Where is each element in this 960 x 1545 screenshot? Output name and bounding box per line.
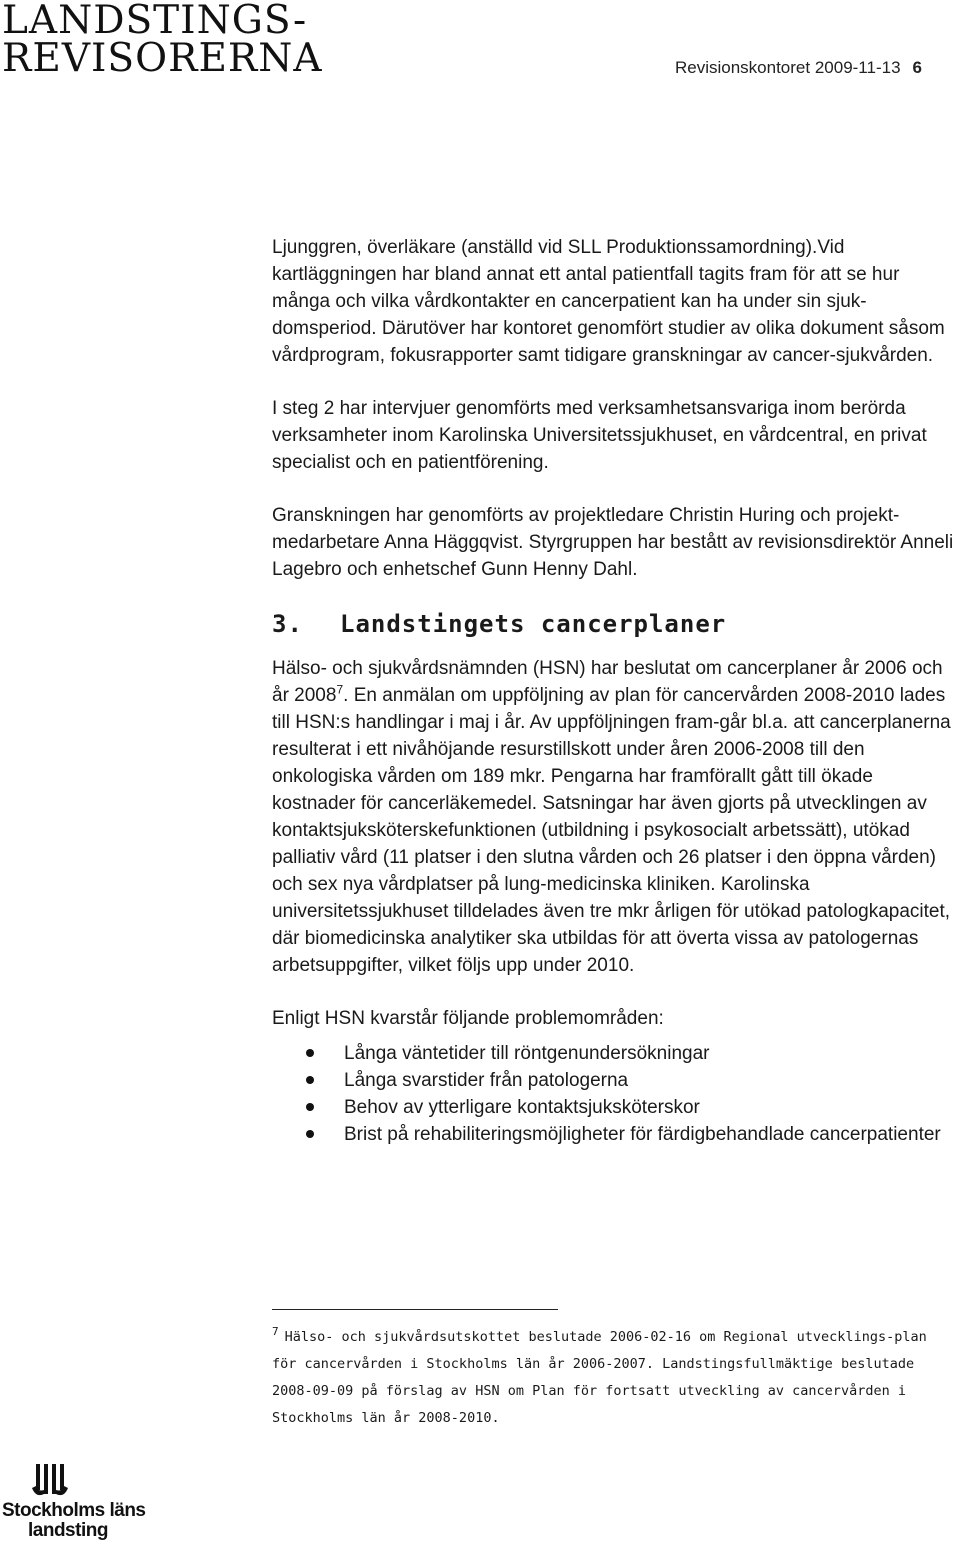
stockholms-lans-landsting-logo xyxy=(2,1464,152,1544)
list-item: Brist på rehabiliteringsmöjligheter för färdigbehandlade cancerpatienter xyxy=(272,1121,960,1148)
page-header-meta xyxy=(675,58,922,78)
list-item: Långa svarstider från patologerna xyxy=(272,1067,960,1094)
paragraph-5: Enligt HSN kvarstår följande problemområden: xyxy=(272,1008,664,1029)
footnote-number: 7 xyxy=(272,1325,279,1338)
section-number: 3. xyxy=(272,610,303,638)
footnote-divider xyxy=(272,1309,558,1310)
sll-logo-line-2: landsting xyxy=(28,1520,108,1541)
footnote-ref[interactable]: 7 xyxy=(336,682,344,697)
list-item: Långa väntetider till röntgenundersökningar xyxy=(272,1040,960,1067)
document-body xyxy=(272,234,960,1148)
footnote-text: Hälso- och sjukvårdsutskottet beslutade 2006-02-16 om Regional utvecklings-plan för cancervården i Stockholms län år 2006-2007. Landstingsfullmäktige beslutade 2008-09-09 på förslag av HSN om Plan för fortsatt utveckling av cancervården i Stockholms län år 2008-2010. xyxy=(272,1329,927,1426)
section-title: Landstingets cancerplaner xyxy=(340,610,727,638)
logo-line-2: REVISORERNA xyxy=(2,36,323,81)
paragraph-1 xyxy=(272,234,960,369)
landstingsrevisorerna-logo xyxy=(2,0,323,81)
sll-logo-line-1: Stockholms läns xyxy=(2,1500,146,1521)
paragraph-3: Granskningen har genomförts av projektledare Christin Huring och projekt-medarbetare Anna Häggqvist. Styrgruppen har bestått av revisionsdirektör Anneli Lagebro och enhetschef Gunn Henny Dahl. xyxy=(272,505,954,580)
paragraph-1b: Därutöver har kontoret genomfört studier av olika dokument såsom vårdprogram, fokusrapporter samt tidigare granskningar av cancer-sjukvården. xyxy=(272,318,945,366)
office-date: Revisionskontoret 2009-11-13 xyxy=(674,58,901,77)
logo-line-1: LANDSTINGS- xyxy=(2,0,308,43)
paragraph-4-after: . En anmälan om uppföljning av plan för cancervården 2008-2010 lades till HSN:s handlingar i maj i år. Av uppföljningen fram-går bl.a. att cancerplanerna resulterat i ett nivåhöjande resurstillskott under åren 2006-2008 till den onkologiska vården om 189 mkr. Pengarna har framförallt gått till ökade kostnader för cancerläkemedel. Satsningar har även gjorts på utvecklingen av kontaktsjuksköterskefunktionen (utbildning i psykosocialt arbetssätt), utökad palliativ vård (11 platser i den slutna vården och 26 platser i den öppna vården) och sex nya vårdplatser på lung-medicinska kliniken. Karolinska universitetssjukhuset tilldelades även tre mkr årligen för utökad patologkapacitet, där biomedicinska analytiker ska utbildas för att överta vissa av patologernas arbetsuppgifter, vilket följs upp under 2010. xyxy=(272,685,951,976)
problem-list xyxy=(272,1040,960,1148)
paragraph-4-before: Hälso- och sjukvårdsnämnden (HSN) har beslutat om cancerplaner år 2006 och år 2008 xyxy=(272,658,943,706)
list-item: Behov av ytterligare kontaktsjuksköterskor xyxy=(272,1094,960,1121)
paragraph-1a: Ljunggren, överläkare (anställd vid SLL Produktionssamordning).Vid kartläggningen har bland annat ett antal patientfall tagits fram för att se hur många och vilka vårdkontakter en cancerpatient kan ha under sin sjuk-domsperiod. xyxy=(272,237,900,339)
paragraph-2: I steg 2 har intervjuer genomförts med verksamhetsansvariga inom berörda verksamheter inom Karolinska Universitetssjukhuset, en vårdcentral, en privat specialist och en patientförening. xyxy=(272,398,927,473)
paragraph-4 xyxy=(272,655,960,979)
footnote xyxy=(272,1324,932,1432)
section-heading xyxy=(272,609,960,639)
sll-logo-text xyxy=(2,1501,146,1541)
page-number: 6 xyxy=(912,58,922,77)
sll-emblem-icon xyxy=(30,1464,70,1500)
